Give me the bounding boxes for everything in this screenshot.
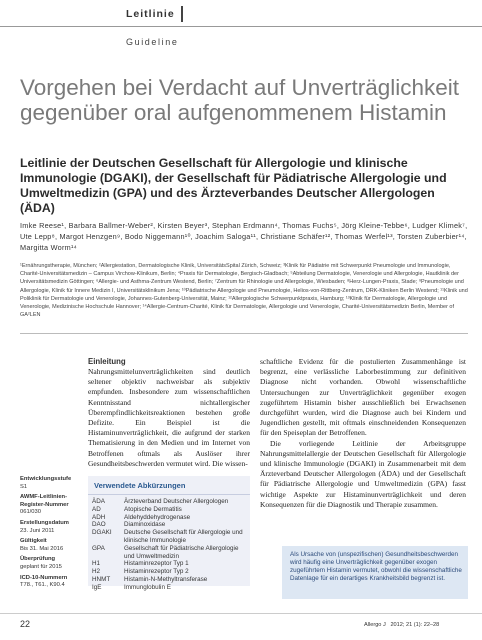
intro-heading: Einleitung <box>88 357 126 366</box>
journal-citation: Allergo J 2012; 21 (1): 22–28 <box>364 622 440 628</box>
footer-rule <box>0 613 482 614</box>
abbr-row: ADH Aldehyddehydrogenase <box>92 513 191 521</box>
header-rule <box>0 26 482 27</box>
abbr-row: H1 Histaminrezeptor Typ 1 <box>92 560 189 568</box>
abbreviations-rule <box>88 494 250 495</box>
callout-text: Als Ursache von (unspezifischen) Gesundheitsbeschwerden wird häufig eine Unverträglichkeit gegenüber exogen zugeführtem Histamin vermutet, obwohl die wissenschaftliche Datenlage für ein derartiges Krankheitsbild begrenzt ist. <box>290 551 462 583</box>
abbr-row: ÄDA Ärzteverband Deutscher Allergologen <box>92 498 229 505</box>
abbr-row: DGAKI Deutsche Gesellschaft für Allergologie und klinische Immunologie <box>92 529 243 544</box>
meta-register: AWMF-Leitlinien-Register-Nummer 061/030 <box>20 494 69 516</box>
author-list: Imke Reese¹, Barbara Ballmer-Weber², Kirsten Beyer³, Stephan Erdmann⁴, Thomas Fuchs⁵, Jörg Kleine-Tebbe⁶, Ludger Klimek⁷, Ute Lepp⁸, Margot Henzgen⁹, Bodo Niggemann¹⁰, Joachim Saloga¹¹, Christiane Schäfer¹², Thomas Werfel¹³, Torsten Zuberbier¹⁴, Margitta Worm¹⁴ <box>20 221 468 252</box>
abbr-row: HNMT Histamin-N-Methyltransferase <box>92 575 208 583</box>
section-divider <box>20 333 468 334</box>
affiliations: ¹Ernährungstherapie, München; ²Allergiestation, Dermatologische Klinik, UniversitätsSpital Zürich, Schweiz; ³Klinik für Pädiatrie mit Schwerpunkt Pneumologie und Immunologie, Charité-Universitätsmedizin – Campus Virchow-Klinikum, Berlin; ⁴Praxis für Dermatologie, Bergisch-Gladbach; ⁵Abteilung Dermatologie, Venerologie und Allergologie, Hautklinik der Universitätsmedizin Göttingen; ⁶Allergie- und Asthma-Zentrum Westend, Berlin; ⁷Zentrum für Rhinologie und Allergologie, Wiesbaden; ⁸Herz-Lungen-Praxis, Stade; ⁹Pneumologie und Allergologie, Klinik für Innere Medizin I, Universitätsklinikum Jena; ¹⁰Pädiatrische Allergologie und Pneumologie, Helios-von-Rittberg-Zentrum, DRK-Kliniken Berlin Westend; ¹¹Klinik und Poliklinik für Dermatologie und Venerologie, Johannes-Gutenberg-Universität, Mainz; ¹²Allergologische Schwerpunktpraxis, Hamburg; ¹³Klinik für Dermatologie, Allergologie und Venerologie, Medizinische Hochschule Hannover; ¹⁴Allergie-Centrum-Charité, Klinik für Dermatologie, Allergologie und Venerologie, Charité-Universitätsmedizin Berlin, Member of GA²LEN <box>20 263 468 319</box>
article-title: Vorgehen bei Verdacht auf Unverträglichkeit gegenüber oral aufgenommenem Histamin <box>20 75 460 125</box>
section-label: Leitlinie <box>126 8 175 20</box>
intro-text-middle: Nahrungsmittelunverträglichkeiten sind deutlich seltener objektiv nachweisbar als subjektiv empfunden. Insbesondere zum wissenschaftlichen Kenntnisstand nichtallergischer Überempfindlichkeitsreaktionen bestehen große Defizite. Ein Beispiel ist die Histaminunverträglichkeit, die aufgrund der starken Thematisierung in den Medien und im Internet von Betroffenen oftmals als Auslöser ihrer Gesundheitsbeschwerden vermutet wird. Die wissen- <box>88 367 250 468</box>
guideline-metadata <box>20 476 82 593</box>
abbreviations-title: Verwendete Abkürzungen <box>94 481 186 490</box>
meta-icd: ICD-10-Nummern T78., T61., K90.4 <box>20 574 68 589</box>
meta-review: Überprüfung geplant für 2015 <box>20 556 62 570</box>
meta-level: Entwicklungsstufe S1 <box>20 476 72 490</box>
abbr-row: DAO Diaminoxidase <box>92 521 166 529</box>
meta-validity: Gültigkeit Bis 31. Mai 2016 <box>20 538 64 552</box>
intro-text-right-1: schaftliche Evidenz für die postulierten Zusammenhänge ist begrenzt, eine verlässliche Laborbestimmung zur definitiven Diagnose nicht vorhanden. Obwohl wissenschaftliche Untersuchungen zur Unverträglichkeit gegenüber exogen zugeführtem Histamin bisher ausschließlich bei Erwachsenen durchgeführt wurden, wird die Diagnose auch bei Kindern und Jugendlichen gestellt, mit oftmals einschneidenden Konsequenzen für den Speiseplan der Betroffenen. <box>260 357 466 438</box>
intro-column-middle <box>88 357 250 469</box>
meta-created: Erstellungsdatum 23. Juni 2011 <box>20 519 69 534</box>
abbr-row: H2 Histaminrezeptor Typ 2 <box>92 568 189 576</box>
abbr-row: AD Atopische Dermatitis <box>92 505 182 513</box>
intro-text-right-2: Die vorliegende Leitlinie der Arbeitsgruppe Nahrungsmittelallergie der Deutschen Gesellschaft für Allergologie und klinische Immunologie (DGAKI) in Zusammenarbeit mit dem Ärzteverband Deutscher Allergologen (ÄDA) und der Gesellschaft für Pädiatrische Allergologie und Umweltmedizin (GPA) fasst wichtige Aspekte zur Histaminunverträglichkeit und deren Konsequenzen für die Diagnostik und Therapie zusammen. <box>260 438 466 509</box>
article-subtitle: Leitlinie der Deutschen Gesellschaft für Allergologie und klinische Immunologie (DGAKI), der Gesellschaft für Pädiatrische Allergologie und Umweltmedizin (GPA) und des Ärzteverbandes Deutscher Allergologen (ÄDA) <box>20 156 447 215</box>
abbr-row: IgE Immunglobulin E <box>92 583 171 591</box>
subsection-label: Guideline <box>126 37 179 47</box>
header-divider <box>181 6 183 22</box>
abbr-row: GPA Gesellschaft für Pädiatrische Allergologie und Umweltmedizin <box>92 544 239 560</box>
intro-column-right <box>260 357 466 510</box>
abbreviations-list <box>92 498 248 592</box>
page-number: 22 <box>20 619 31 629</box>
